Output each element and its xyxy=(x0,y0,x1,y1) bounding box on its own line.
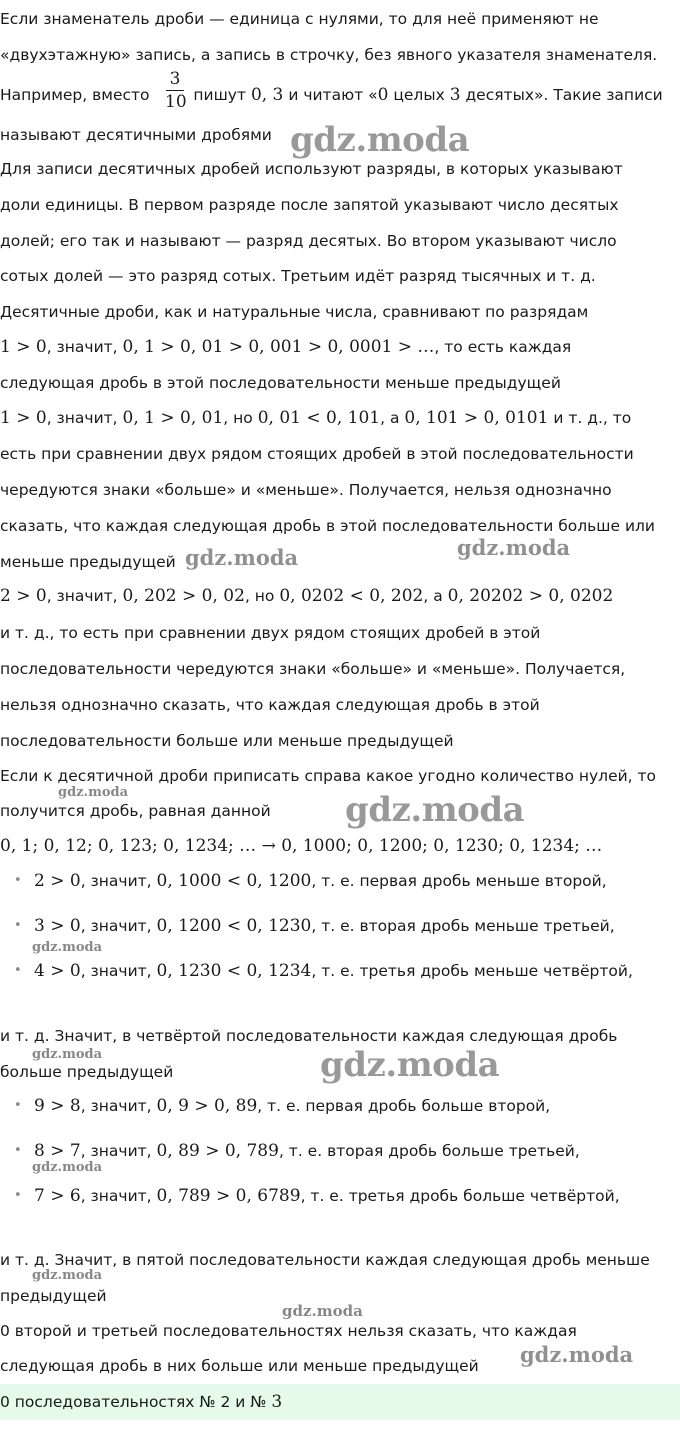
watermark: gdz.moda xyxy=(282,1302,363,1320)
seq3-line-1: 2 > 0, значит, 0, 202 > 0, 02, но 0, 0202 < 0, 202, а 0, 20202 > 0, 0202 xyxy=(0,586,614,606)
watermark: gdz.moda xyxy=(320,1045,500,1085)
zeros-line-2: получится дробь, равная данной xyxy=(0,802,271,820)
watermark: gdz.moda xyxy=(32,1160,103,1175)
watermark: gdz.moda xyxy=(58,785,129,800)
seq3-line-2: и т. д., то есть при сравнении двух рядом стоящих дробей в этой xyxy=(0,624,541,642)
para2-line-2: доли единицы. В первом разряде после запятой указывают число десятых xyxy=(0,196,619,214)
seq1-line-1: 1 > 0, значит, 0, 1 > 0, 01 > 0, 001 > 0, 0001 > …, то есть каждая xyxy=(0,337,572,357)
concl4-line-1: и т. д. Значит, в четвёртой последовательности каждая следующая дробь xyxy=(0,1027,618,1045)
list5-item-3: • 7 > 6, значит, 0, 789 > 0, 6789, т. е. третья дробь больше четвёртой, xyxy=(14,1186,620,1206)
seq3-line-5: последовательности больше или меньше предыдущей xyxy=(0,732,454,750)
watermark: gdz.moda xyxy=(457,535,571,560)
watermark: gdz.moda xyxy=(345,790,525,830)
para2-line-1: Для записи десятичных дробей используют разряды, в которых указывают xyxy=(0,160,623,178)
list4-item-3: • 4 > 0, значит, 0, 1230 < 0, 1234, т. е. третья дробь меньше четвёртой, xyxy=(14,961,633,981)
final-line-1: 0 второй и третьей последовательностях нельзя сказать, что каждая xyxy=(0,1322,577,1340)
intro-line-1: Если знаменатель дроби — единица с нулями, то для неё применяют не xyxy=(0,10,599,28)
zeros-line-1: Если к десятичной дроби приписать справа какое угодно количество нулей, то xyxy=(0,767,657,785)
list4-item-1: • 2 > 0, значит, 0, 1000 < 0, 1200, т. е. первая дробь меньше второй, xyxy=(14,871,607,891)
seq2-line-1: 1 > 0, значит, 0, 1 > 0, 01, но 0, 01 < 0, 101, а 0, 101 > 0, 0101 и т. д., то xyxy=(0,408,632,428)
intro-line-4: называют десятичными дробями xyxy=(0,126,272,144)
concl5-line-2: предыдущей xyxy=(0,1287,107,1305)
watermark: gdz.moda xyxy=(290,120,470,160)
seq2-line-3: чередуются знаки «больше» и «меньше». Получается, нельзя однозначно xyxy=(0,481,612,499)
concl4-line-2: больше предыдущей xyxy=(0,1063,174,1081)
intro-line-3: Например, вместо пишут 0, 3 и читают «0 целых 3 десятых». Такие записи xyxy=(0,85,663,105)
final-line-2: следующая дробь в них больше или меньше предыдущей xyxy=(0,1357,479,1375)
para2-line-3: долей; его так и называют — разряд десятых. Во втором указывают число xyxy=(0,232,617,250)
seq2-line-5: меньше предыдущей xyxy=(0,553,176,571)
seq2-line-2: есть при сравнении двух рядом стоящих дробей в этой последовательности xyxy=(0,445,634,463)
seq3-line-4: нельзя однозначно сказать, что каждая следующая дробь в этой xyxy=(0,696,540,714)
list4-item-2: • 3 > 0, значит, 0, 1200 < 0, 1230, т. е. вторая дробь меньше третьей, xyxy=(14,916,615,936)
concl5-line-1: и т. д. Значит, в пятой последовательности каждая следующая дробь меньше xyxy=(0,1251,650,1269)
watermark: gdz.moda xyxy=(32,940,103,955)
seq1-line-2: следующая дробь в этой последовательности меньше предыдущей xyxy=(0,374,561,392)
seq2-line-4: сказать, что каждая следующая дробь в этой последовательности больше или xyxy=(0,517,655,535)
para2-line-5: Десятичные дроби, как и натуральные числа, сравнивают по разрядам xyxy=(0,303,589,321)
zeros-sequence: 0, 1; 0, 12; 0, 123; 0, 1234; … → 0, 1000; 0, 1200; 0, 1230; 0, 1234; … xyxy=(0,836,603,856)
para2-line-4: сотых долей — это разряд сотых. Третьим идёт разряд тысячных и т. д. xyxy=(0,267,596,285)
seq3-line-3: последовательности чередуются знаки «больше» и «меньше». Получается, xyxy=(0,660,626,678)
watermark: gdz.moda xyxy=(32,1047,103,1062)
watermark: gdz.moda xyxy=(32,1268,103,1283)
answer-box: 0 последовательностях № 2 и № 3 xyxy=(0,1384,680,1420)
fraction-3-10: 3 10 xyxy=(165,69,187,112)
watermark: gdz.moda xyxy=(520,1342,634,1367)
list5-item-2: • 8 > 7, значит, 0, 89 > 0, 789, т. е. вторая дробь больше третьей, xyxy=(14,1141,580,1161)
intro-line-2: «двухэтажную» запись, а запись в строчку, без явного указателя знаменателя. xyxy=(0,46,658,64)
watermark: gdz.moda xyxy=(185,545,299,570)
list5-item-1: • 9 > 8, значит, 0, 9 > 0, 89, т. е. первая дробь больше второй, xyxy=(14,1096,551,1116)
